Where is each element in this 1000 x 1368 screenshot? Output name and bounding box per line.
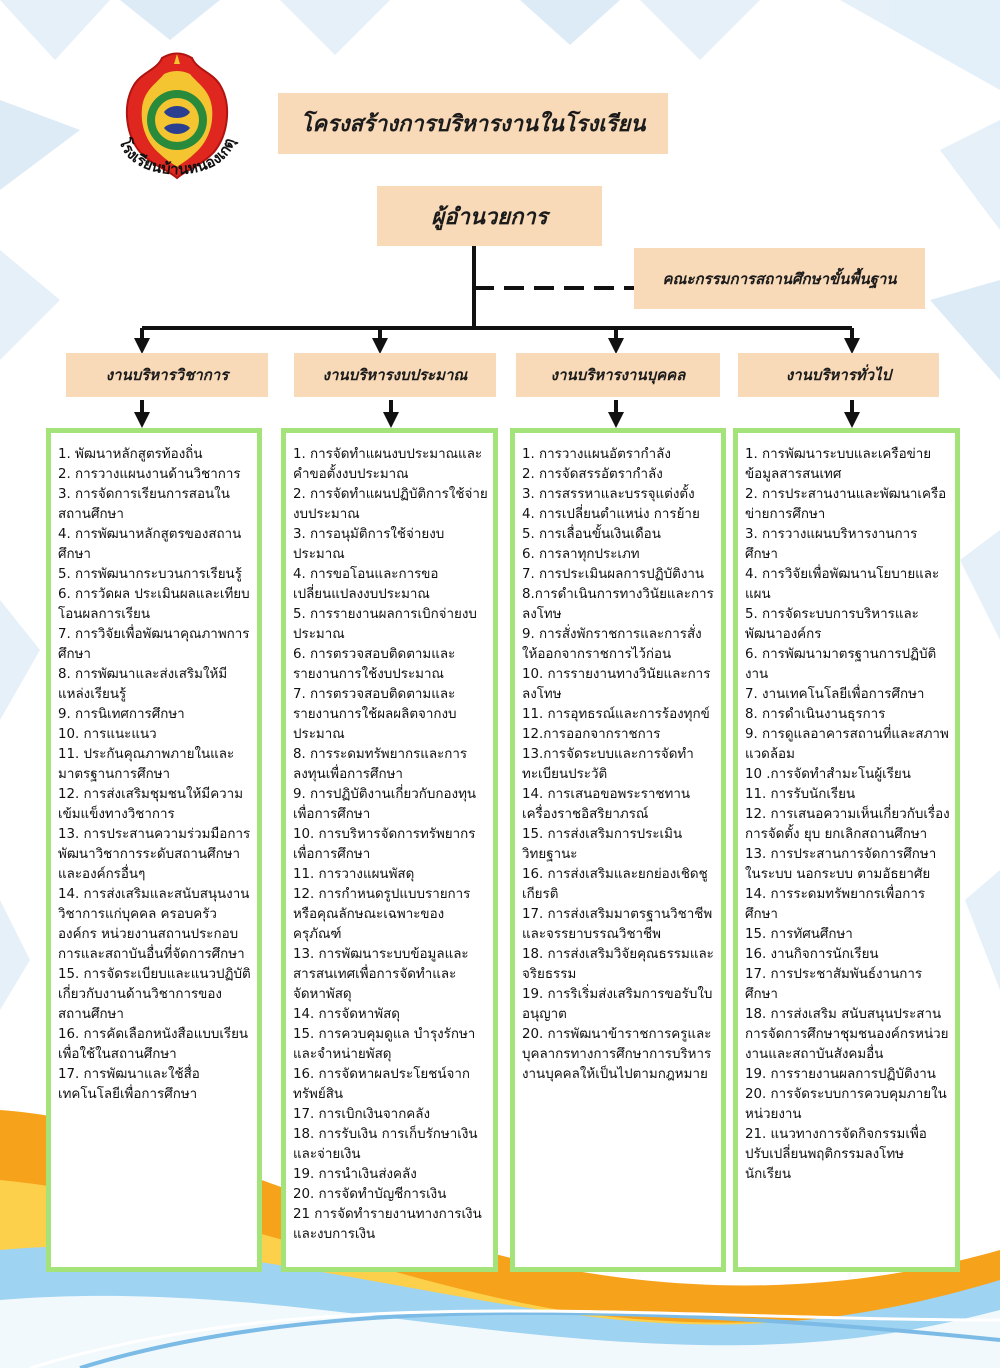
task-item: 14. การเสนอขอพระราชทานเครื่องราชอิสริยาภรณ์ (522, 787, 691, 822)
task-item: 6. การวัดผล ประเมินผลและเทียบโอนผลการเรียน (58, 587, 250, 622)
dept-personnel-box: งานบริหารงานบุคคล (516, 353, 720, 397)
budget-task-list (281, 428, 498, 1272)
task-item: 16. การจัดหาผลประโยชน์จากทรัพย์สิน (293, 1067, 470, 1102)
task-item: 1. การวางแผนอัตรากำลัง (522, 447, 671, 462)
task-item: 4. การวิจัยเพื่อพัฒนานโยบายและแผน (745, 567, 940, 602)
task-item: 9. การนิเทศการศึกษา (58, 707, 185, 722)
task-item: 18. การส่งเสริมวิจัยคุณธรรมและจริยธรรม (522, 947, 714, 982)
task-item: 20. การจัดระบบการควบคุมภายในหน่วยงาน (745, 1087, 947, 1122)
task-item: 3. การวางแผนบริหารงานการศึกษา (745, 527, 918, 562)
task-item: 2. การวางแผนงานด้านวิชาการ (58, 467, 241, 482)
task-item: 19. การนำเงินส่งคลัง (293, 1167, 417, 1182)
task-item: 19. การรายงานผลการปฏิบัติงาน (745, 1067, 936, 1082)
task-item: 6. การพัฒนามาตรฐานการปฏิบัติงาน (745, 647, 937, 682)
task-item: 11. การรับนักเรียน (745, 787, 856, 802)
task-item: 6. การลาทุกประเภท (522, 547, 640, 562)
task-item: 2. การจัดสรรอัตรากำลัง (522, 467, 663, 482)
general-task-list (733, 428, 960, 1272)
task-item: 20. การพัฒนาข้าราชการครูและบุคลากรทางการศึกษาการบริหารงานบุคคลให้เป็นไปตามกฎหมาย (522, 1027, 712, 1082)
task-item: 18. การส่งเสริม สนับสนุนประสานการจัดการศึกษาชุมชนองค์กรหน่วยงานและสถาบันสังคมอื่น (745, 1007, 949, 1062)
task-item: 9. การสั่งพักราชการและการสั่งให้ออกจากราชการไว้ก่อน (522, 627, 702, 662)
task-item: 17. การเบิกเงินจากคลัง (293, 1107, 430, 1122)
task-item: 6. การตรวจสอบติดตามและรายงานการใช้งบประมาณ (293, 647, 456, 682)
task-item: 21 การจัดทำรายงานทางการเงินและงบการเงิน (293, 1207, 482, 1242)
task-item: 2. การจัดทำแผนปฏิบัติการใช้จ่ายงบประมาณ (293, 487, 488, 522)
task-item: 8. การระดมทรัพยากรและการลงทุนเพื่อการศึกษา (293, 747, 468, 782)
task-item: 10. การแนะแนว (58, 727, 157, 742)
task-item: 7. การประเมินผลการปฏิบัติงาน (522, 567, 705, 582)
task-item: 11. การวางแผนพัสดุ (293, 867, 415, 882)
school-logo (102, 50, 252, 200)
task-item: 7. การตรวจสอบติดตามและรายงานการใช้ผลผลิตจากงบประมาณ (293, 687, 457, 742)
task-item: 15. การจัดระเบียบและแนวปฏิบัติเกี่ยวกับงานด้านวิชาการของสถานศึกษา (58, 967, 251, 1022)
director-box: ผู้อำนวยการ (377, 186, 602, 246)
task-item: 11. ประกันคุณภาพภายในและมาตรฐานการศึกษา (58, 747, 235, 782)
task-item: 1. การจัดทำแผนงบประมาณและคำขอตั้งงบประมาณ (293, 447, 483, 482)
task-item: 5. การจัดระบบการบริหารและพัฒนาองค์กร (745, 607, 919, 642)
task-item: 12. การกำหนดรูปแบบรายการหรือคุณลักษณะเฉพาะของครุภัณฑ์ (293, 887, 471, 942)
task-item: 9. การดูแลอาคารสถานที่และสภาพแวดล้อม (745, 727, 949, 762)
task-item: 13. การประสานการจัดการศึกษาในระบบ นอกระบบ ตามอัธยาศัย (745, 847, 937, 882)
task-item: 12.การออกจากราชการ (522, 727, 661, 742)
task-item: 3. การจัดการเรียนการสอนในสถานศึกษา (58, 487, 230, 522)
task-item: 15. การควบคุมดูแล บำรุงรักษาและจำหน่ายพัสดุ (293, 1027, 476, 1062)
task-item: 16. การคัดเลือกหนังสือแบบเรียนเพื่อใช้ในสถานศึกษา (58, 1027, 249, 1062)
task-item: 16. การส่งเสริมและยกย่องเชิดชูเกียรติ (522, 867, 708, 902)
task-item: 10 .การจัดทำสำมะโนผู้เรียน (745, 767, 911, 782)
task-item: 15. การทัศนศึกษา (745, 927, 853, 942)
task-item: 4. การเปลี่ยนตำแหน่ง การย้าย (522, 507, 700, 522)
task-item: 17. การประชาสัมพันธ์งานการศึกษา (745, 967, 923, 1002)
task-item: 8. การดำเนินงานธุรการ (745, 707, 886, 722)
task-item: 8. การพัฒนาและส่งเสริมให้มีแหล่งเรียนรู้ (58, 667, 228, 702)
dept-budget-box: งานบริหารงบประมาณ (294, 353, 496, 397)
task-item: 8.การดำเนินการทางวินัยและการลงโทษ (522, 587, 714, 622)
task-item: 17. การพัฒนาและใช้สื่อเทคโนโลยีเพื่อการศึกษา (58, 1067, 200, 1102)
school-name: โรงเรียนบ้านหนองเกตุ (115, 135, 239, 179)
task-item: 13. การประสานความร่วมมือการพัฒนาวิชาการระดับสถานศึกษาและองค์กรอื่นๆ (58, 827, 251, 882)
task-item: 13. การพัฒนาระบบข้อมูลและสารสนเทศเพื่อการจัดทำและจัดหาพัสดุ (293, 947, 469, 1002)
dept-general-box: งานบริหารทั่วไป (738, 353, 939, 397)
task-item: 14. การส่งเสริมและสนับสนุนงานวิชาการแก่บุคคล ครอบครัว องค์กร หน่วยงานสถานประกอบการและสถาบันอื่นที่จัดการศึกษา (58, 887, 250, 962)
task-item: 5. การรายงานผลการเบิกจ่ายงบประมาณ (293, 607, 477, 642)
task-item: 4. การขอโอนและการขอเปลี่ยนแปลงงบประมาณ (293, 567, 439, 602)
org-structure-title: โครงสร้างการบริหารงานในโรงเรียน (278, 93, 668, 154)
committee-box: คณะกรรมการสถานศึกษาขั้นพื้นฐาน (634, 248, 925, 309)
academic-task-list (46, 428, 262, 1272)
task-item: 16. งานกิจการนักเรียน (745, 947, 879, 962)
task-item: 9. การปฏิบัติงานเกี่ยวกับกองทุนเพื่อการศึกษา (293, 787, 477, 822)
task-item: 20. การจัดทำบัญชีการเงิน (293, 1187, 447, 1202)
task-item: 10. การรายงานทางวินัยและการลงโทษ (522, 667, 711, 702)
task-item: 14. การระดมทรัพยากรเพื่อการศึกษา (745, 887, 926, 922)
task-item: 12. การส่งเสริมชุมชนให้มีความเข้มแข็งทางวิชาการ (58, 787, 244, 822)
task-item: 5. การพัฒนากระบวนการเรียนรู้ (58, 567, 242, 582)
task-item: 17. การส่งเสริมมาตรฐานวิชาชีพและจรรยาบรรณวิชาชีพ (522, 907, 713, 942)
task-item: 12. การเสนอความเห็นเกี่ยวกับเรื่องการจัดตั้ง ยุบ ยกเลิกสถานศึกษา (745, 807, 950, 842)
task-item: 2. การประสานงานและพัฒนาเครือข่ายการศึกษา (745, 487, 947, 522)
task-item: 19. การริเริ่มส่งเสริมการขอรับใบอนุญาต (522, 987, 713, 1022)
task-item: 3. การอนุมัติการใช้จ่ายงบประมาณ (293, 527, 445, 562)
dept-academic-box: งานบริหารวิชาการ (66, 353, 268, 397)
task-item: 7. งานเทคโนโลยีเพื่อการศึกษา (745, 687, 925, 702)
task-item: 5. การเลื่อนขั้นเงินเดือน (522, 527, 661, 542)
task-item: 13.การจัดระบบและการจัดทำทะเบียนประวัติ (522, 747, 694, 782)
task-item: 14. การจัดหาพัสดุ (293, 1007, 400, 1022)
personnel-task-list (510, 428, 726, 1272)
task-item: 3. การสรรหาและบรรจุแต่งตั้ง (522, 487, 695, 502)
task-item: 1. พัฒนาหลักสูตรท้องถิ่น (58, 447, 203, 462)
task-item: 7. การวิจัยเพื่อพัฒนาคุณภาพการศึกษา (58, 627, 250, 662)
task-item: 11. การอุทธรณ์และการร้องทุกข์ (522, 707, 710, 722)
task-item: 18. การรับเงิน การเก็บรักษาเงิน และจ่ายเงิน (293, 1127, 478, 1162)
task-item: 1. การพัฒนาระบบและเครือข่ายข้อมูลสารสนเทศ (745, 447, 932, 482)
task-item: 10. การบริหารจัดการทรัพยากรเพื่อการศึกษา (293, 827, 476, 862)
task-item: 21. แนวทางการจัดกิจกรรมเพื่อปรับเปลี่ยนพฤติกรรมลงโทษนักเรียน (745, 1127, 927, 1182)
task-item: 4. การพัฒนาหลักสูตรของสถานศึกษา (58, 527, 242, 562)
task-item: 15. การส่งเสริมการประเมินวิทยฐานะ (522, 827, 683, 862)
